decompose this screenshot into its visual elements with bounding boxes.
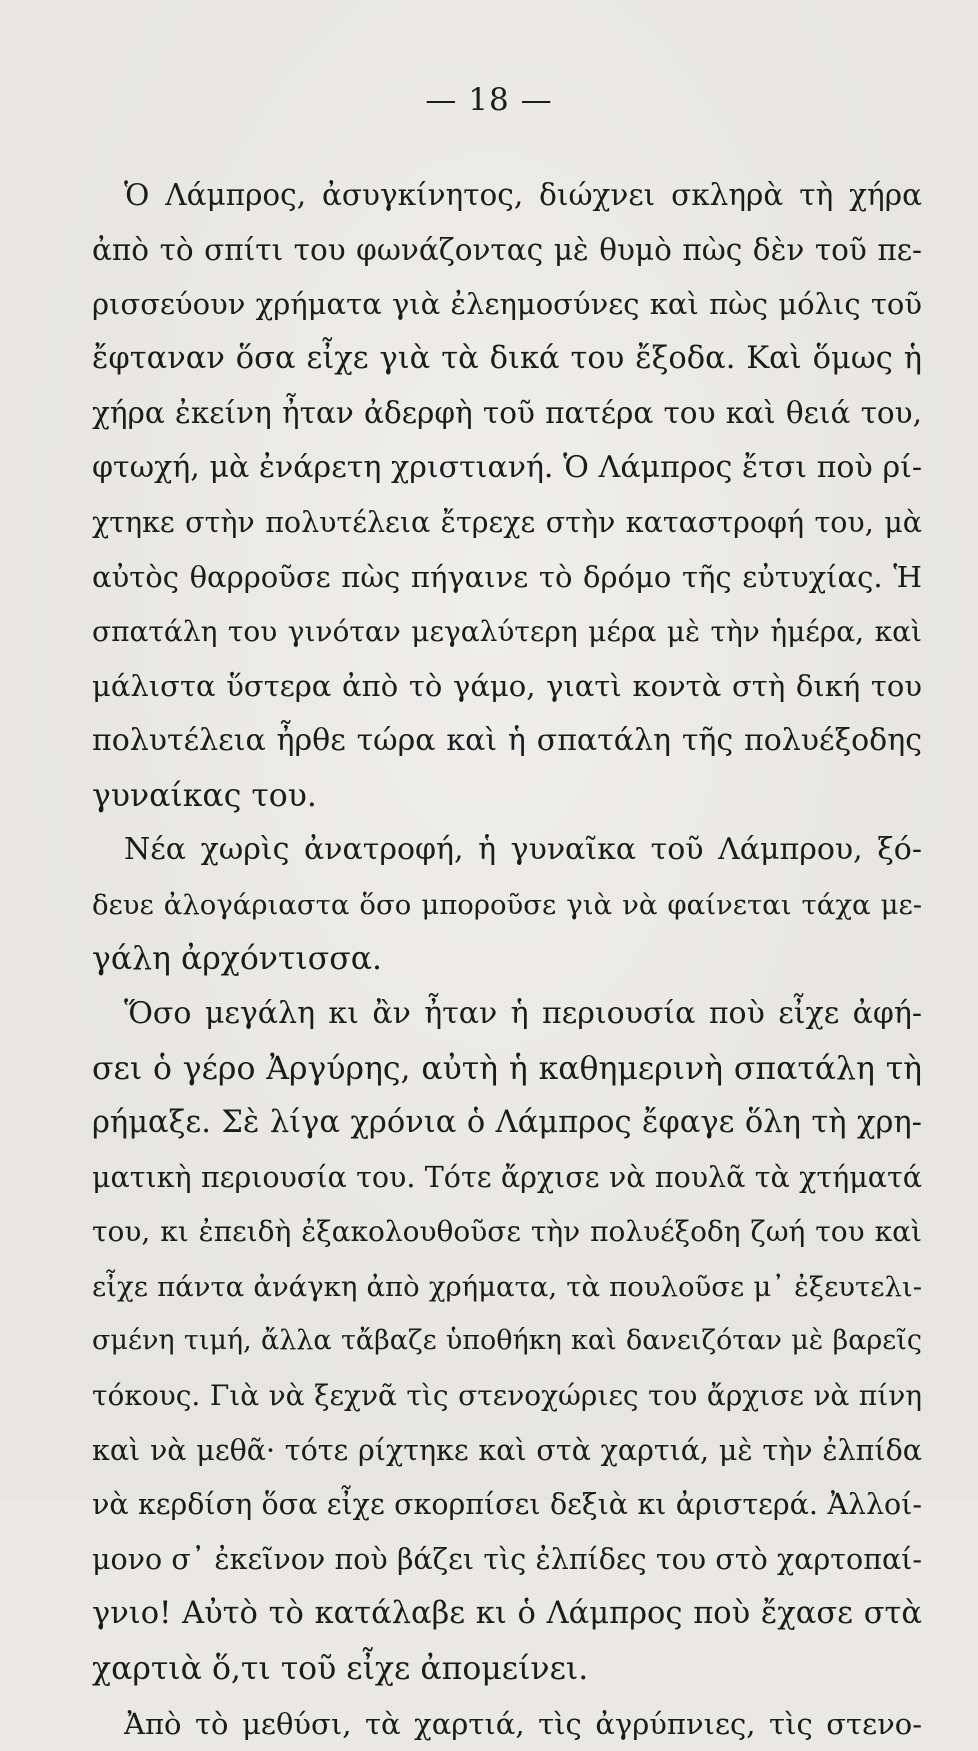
text-line: χήρα ἐκείνη ἦταν ἀδερφὴ τοῦ πατέρα του καὶ θειά του, <box>92 396 922 431</box>
text-line: αὐτὸς θαρροῦσε πὼς πήγαινε τὸ δρόμο τῆς εὐτυχίας. Ἡ <box>92 560 922 595</box>
text-line: γάλη ἀρχόντισσα. <box>92 941 383 978</box>
text-line: καὶ νὰ μεθᾶ· τότε ρίχτηκε καὶ στὰ χαρτιά, μὲ τὴν ἐλπίδα <box>92 1433 922 1467</box>
text-line: εἶχε πάντα ἀνάγκη ἀπὸ χρήματα, τὰ πουλοῦσε μ᾽ ἐξευτελι- <box>92 1270 922 1303</box>
text-line: Ὁ Λάμπρος, ἀσυγκίνητος, διώχνει σκληρὰ τὴ χήρα <box>124 178 922 212</box>
text-line: του, κι ἐπειδὴ ἐξακολουθοῦσε τὴν πολυέξοδη ζωή του καὶ <box>92 1215 922 1249</box>
text-line: χτηκε στὴν πολυτέλεια ἔτρεχε στὴν καταστροφή του, μὰ <box>92 505 922 539</box>
text-line: ἔφταναν ὅσα εἶχε γιὰ τὰ δικά του ἔξοδα. Καὶ ὅμως ἡ <box>92 340 922 376</box>
text-line: χαρτιὰ ὅ,τι τοῦ εἶχε ἀπομείνει. <box>92 1651 589 1688</box>
text-line: τόκους. Γιὰ νὰ ξεχνᾶ τὶς στενοχώριες του ἄρχισε νὰ πίνη <box>92 1379 922 1413</box>
text-line: μονο σ᾽ ἐκεῖνον ποὺ βάζει τὶς ἐλπίδες του στὸ χαρτοπαί- <box>92 1542 922 1576</box>
body-text <box>92 168 922 1751</box>
text-line: ματικὴ περιουσία του. Τότε ἄρχισε νὰ πουλᾶ τὰ χτήματά <box>92 1160 922 1194</box>
text-line: ἀπὸ τὸ σπίτι του φωνάζοντας μὲ θυμὸ πὼς δὲν τοῦ πε- <box>92 232 922 267</box>
text-line: δευε ἀλογάριαστα ὅσο μποροῦσε γιὰ νὰ φαίνεται τάχα με- <box>92 888 922 921</box>
text-line: σει ὁ γέρο Ἀργύρης, αὐτὴ ἡ καθημερινὴ σπατάλη τὴ <box>92 1050 922 1087</box>
text-line: σπατάλη του γινόταν μεγαλύτερη μέρα μὲ τὴν ἡμέρα, καὶ <box>92 614 922 648</box>
text-line: μάλιστα ὕστερα ἀπὸ τὸ γάμο, γιατὶ κοντὰ στὴ δική του <box>92 669 922 704</box>
page-number: — 18 — <box>425 82 553 118</box>
text-line: νὰ κερδίση ὅσα εἶχε σκορπίσει δεξιὰ κι ἀριστερά. Ἀλλοί- <box>92 1488 922 1522</box>
text-line: Ἀπὸ τὸ μεθύσι, τὰ χαρτιά, τὶς ἀγρύπνιες, τὶς στενο- <box>124 1706 922 1741</box>
text-line: ρισσεύουν χρήματα γιὰ ἐλεημοσύνες καὶ πὼς μόλις τοῦ <box>92 287 922 322</box>
text-line: πολυτέλεια ἦρθε τώρα καὶ ἡ σπατάλη τῆς πολυέξοδης <box>92 722 922 758</box>
text-line: Ὅσο μεγάλη κι ἂν ἦταν ἡ περιουσία ποὺ εἶχε ἀφή- <box>124 995 922 1031</box>
text-line: γυναίκας του. <box>92 777 317 814</box>
text-line: ρήμαξε. Σὲ λίγα χρόνια ὁ Λάμπρος ἔφαγε ὅλη τὴ χρη- <box>92 1105 922 1141</box>
text-line: γνιο! Αὐτὸ τὸ κατάλαβε κι ὁ Λάμπρος ποὺ ἔχασε στὰ <box>92 1596 922 1632</box>
text-line: Νέα χωρὶς ἀνατροφή, ἡ γυναῖκα τοῦ Λάμπρου, ξό- <box>124 832 922 868</box>
text-line: σμένη τιμή, ἄλλα τἄβαζε ὑποθήκη καὶ δανειζόταν μὲ βαρεῖς <box>92 1325 922 1357</box>
text-line: φτωχή, μὰ ἐνάρετη χριστιανή. Ὁ Λάμπρος ἔτσι ποὺ ρί- <box>92 449 922 485</box>
